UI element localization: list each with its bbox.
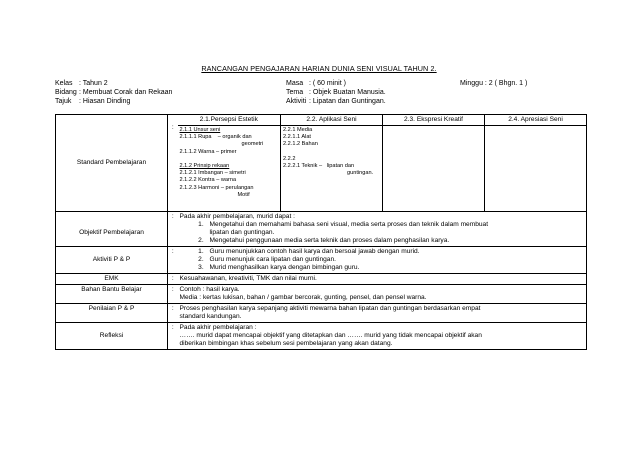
colon: : [168,274,178,285]
bbb-label: Bahan Bantu Belajar [56,285,168,304]
bbb-row [56,285,587,304]
header-aplikasi: 2.2. Aplikasi Seni [281,115,383,126]
bidang-label: Bidang [55,89,77,96]
objektif-label: Objektif Pembelajaran [56,212,168,247]
colon: : [168,304,178,323]
header-apresiasi: 2.4. Apresiasi Seni [485,115,587,126]
objektif-row [56,212,587,247]
bidang-line [55,88,172,97]
aplikasi-content: 2.2.1 Media 2.2.1.1 Alat 2.2.1.2 Bahan 2.2.2 2.2.2.1 Teknik – lipatan dan guntingan. [281,126,383,212]
bidang-value: : Membuat Corak dan Rekaan [79,89,173,96]
colon: : [168,247,178,274]
aktiviti-label: Aktiviti P & P [56,247,168,274]
tema-value: : Objek Buatan Manusia. [309,89,386,96]
masa-label: Masa [286,80,304,87]
header-ekspresi: 2.3. Ekspresi Kreatif [383,115,485,126]
masa-value: : ( 60 minit ) [309,80,346,87]
emk-row [56,274,587,285]
objektif-content: Pada akhir pembelajaran, murid dapat : 1. Mengetahui dan memahami bahasa seni visual, media serta proses dan teknik dalam membuat lipatan dan guntingan. 2. Mengetahui penggunaan media serta teknik dan proses dalam penghasilan karya. [178,212,587,247]
kelas-label: Kelas [55,80,73,87]
colon: : [168,285,178,304]
colon: : [168,115,178,212]
kelas-line [55,79,108,88]
bbb-content: Contoh : hasil karya. Media : kertas lukisan, bahan / gambar bercorak, gunting, pensel, dan pensel warna. [178,285,587,304]
penilaian-row [56,304,587,323]
emk-label: EMK [56,274,168,285]
kelas-value: : Tahun 2 [79,80,108,87]
refleksi-content: Pada akhir pembelajaran : ……. murid dapat mencapai objektif yang ditetapkan dan ……. murid yang tidak mencapai objektif akan diberikan bimbingan khas sebelum sesi pembelajaran yang akan datang. [178,323,587,350]
tema-label: Tema [286,89,304,96]
tajuk-line [55,97,130,106]
refleksi-row [56,323,587,350]
colon: : [168,212,178,247]
aktiviti-row [56,247,587,274]
tajuk-label: Tajuk [55,98,72,105]
aktiviti-info-value: : Lipatan dan Guntingan. [309,98,386,105]
refleksi-label: Refleksi [56,323,168,350]
standard-row [56,115,587,126]
emk-content: Kesuahawanan, kreativiti, TMK dan nilai murni. [178,274,587,285]
penilaian-label: Penilaian P & P [56,304,168,323]
minggu: Minggu : 2 ( Bhgn. 1 ) [460,80,528,87]
ekspresi-content [383,126,485,212]
tajuk-value: : Hiasan Dinding [79,98,131,105]
aktiviti-line [286,97,386,106]
masa-line [286,79,346,88]
penilaian-content: Proses penghasilan karya sepanjang aktiviti mewarna bahan lipatan dan guntingan berdasarkan empat standard kandungan. [178,304,587,323]
tema-line [286,88,386,97]
standard-label: Standard Pembelajaran [56,115,168,212]
aktiviti-info-label: Aktiviti [286,98,307,105]
header-persepsi: 2.1.Persepsi Estetik [178,115,281,126]
lesson-plan-table [55,114,587,350]
persepsi-content: 2.1.1 Unsur seni 2.1.1.1 Rupa – organik dan geometri 2.1.1.2 Warna – primer 2.1.2 Prinsip rekaan 2.1.2.1 Imbangan – simetri 2.1.2.2 Kontra – warna 2.1.2.3 Harmoni – perulangan Motif [178,126,281,212]
colon: : [168,323,178,350]
apresiasi-content [485,126,587,212]
document-title: RANCANGAN PENGAJARAN HARIAN DUNIA SENI VISUAL TAHUN 2. [201,64,437,73]
aktiviti-content: 1. Guru menunjukkan contoh hasil karya dan bersoal jawab dengan murid. 2. Guru menunjuk cara lipatan dan guntingan. 3. Murid menghasilkan karya dengan bimbingan guru. [178,247,587,274]
